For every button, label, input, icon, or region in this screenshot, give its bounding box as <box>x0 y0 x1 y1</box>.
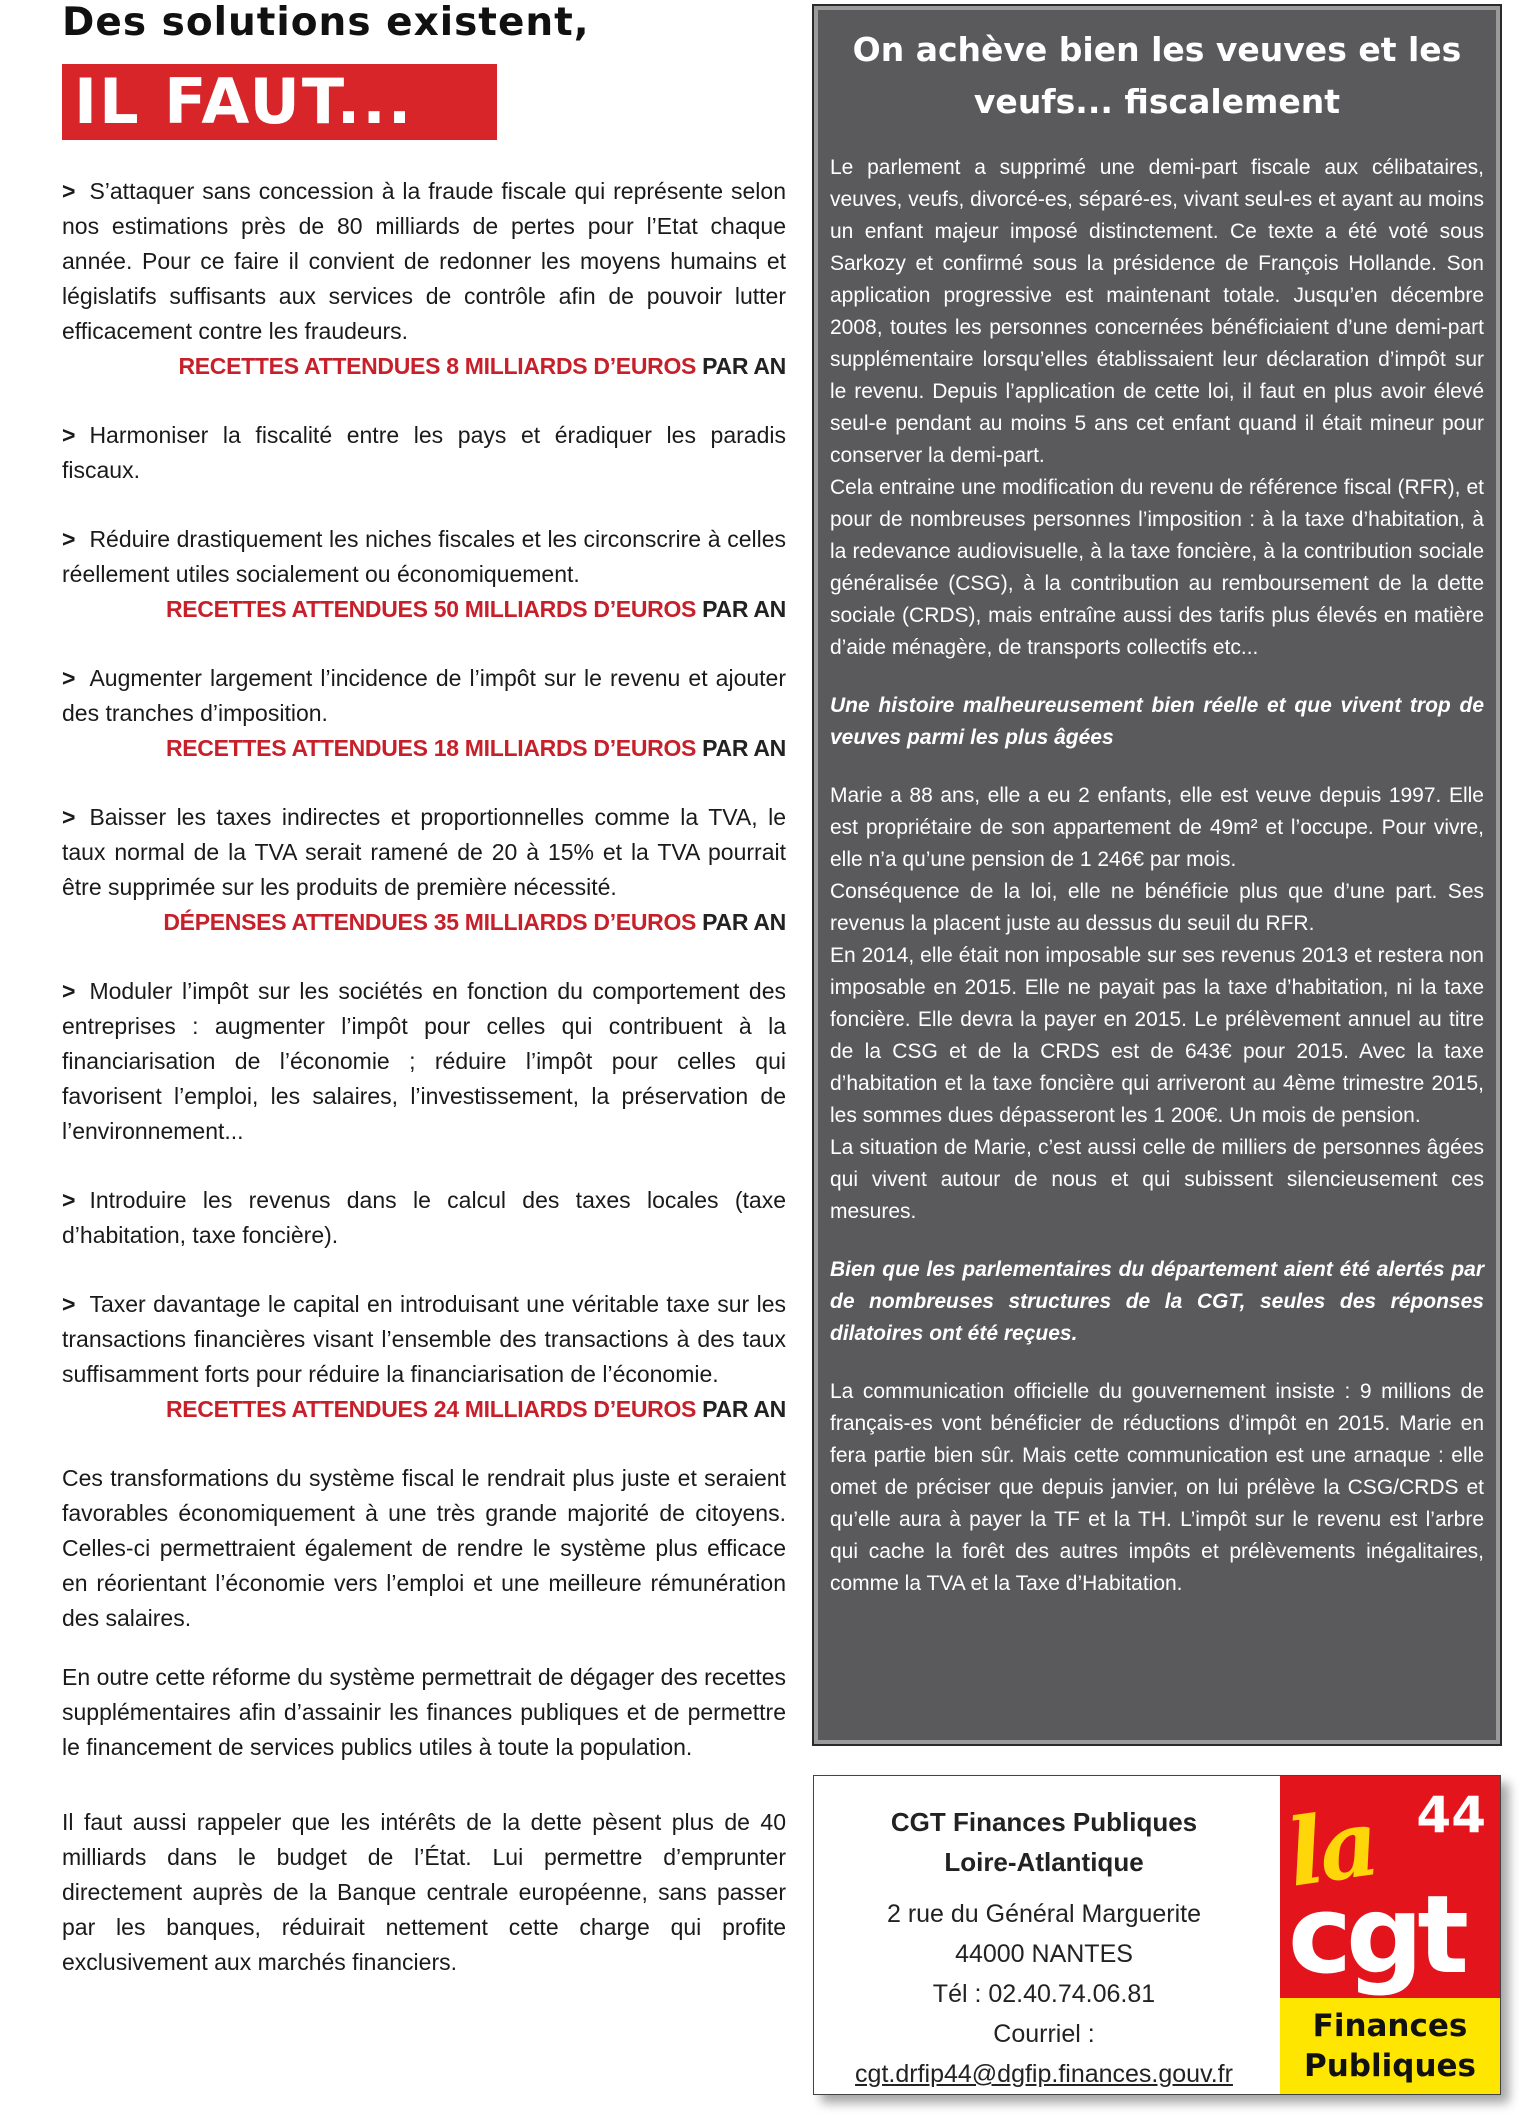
conclusion-paragraph: Ces transformations du système fiscal le rendrait plus juste et seraient favorables économiquement à une très grande majorité de citoyens. Celles-ci permettraient également de rendre le système plus efficace en réorientant l’économie vers l’emploi et une meilleure rémunération des salaires. <box>62 1465 786 1631</box>
measure-item <box>62 1287 786 1427</box>
measure-item <box>62 974 786 1149</box>
cgt-logo <box>1280 1776 1500 2094</box>
measure-item <box>62 174 786 384</box>
measure-text: S’attaquer sans concession à la fraude fiscale qui représente selon nos estimations près de 80 milliards de pertes pour l’Etat chaque année. Pour ce faire il convient de redonner les moyens humains et législatifs suffisants aux services de contrôle afin de pouvoir lutter efficacement contre les fraudeurs. <box>62 178 786 344</box>
measure-item <box>62 522 786 627</box>
banner <box>62 64 497 140</box>
measure-result: RECETTES ATTENDUES 18 MILLIARDS D’EUROS PAR AN <box>165 735 786 761</box>
measure-text: Augmenter largement l’incidence de l’impôt sur le revenu et ajouter des tranches d’imposition. <box>62 665 786 726</box>
bullet-marker: > <box>62 526 76 552</box>
contact-details <box>814 1802 1274 2094</box>
logo-line1: Finances <box>1312 2008 1468 2044</box>
section-title: Des solutions existent, <box>62 0 590 45</box>
banner-text: IL FAUT... <box>74 65 414 138</box>
logo-cgt: cgt <box>1288 1873 1463 1998</box>
bullet-marker: > <box>62 665 76 691</box>
widows-article-box <box>812 4 1502 1746</box>
article-paragraph: La communication officielle du gouvernement insiste : 9 millions de français-es vont bénéficier de réductions d’impôt en 2015. Marie en fera partie bien sûr. Mais cette communication est une arnaque : elle omet de préciser que depuis janvier, on lui prélève la CSG/CRDS et qu’elle aura à payer la TF et la TH. L’impôt sur le revenu est l’arbre qui cache la forêt des autres impôts et prélèvements inégalitaires, comme la TVA et la Taxe d’Habitation. <box>830 1380 1484 1595</box>
measure-item <box>62 661 786 766</box>
measure-text: Réduire drastiquement les niches fiscales et les circonscrire à celles réellement utiles socialement ou économiquement. <box>62 526 786 587</box>
logo-la: la <box>1280 1788 1382 1908</box>
bullet-marker: > <box>62 978 76 1004</box>
measure-result: RECETTES ATTENDUES 24 MILLIARDS D’EUROS PAR AN <box>165 1396 786 1422</box>
measure-result: RECETTES ATTENDUES 8 MILLIARDS D’EUROS PAR AN <box>178 353 786 379</box>
conclusion-paragraph: En outre cette réforme du système permettrait de dégager des recettes supplémentaires afin d’assainir les finances publiques et de permettre le financement de services publics utiles à toute la population. <box>62 1664 786 1760</box>
email-link[interactable]: cgt.drfip44@dgfip.finances.gouv.fr <box>855 2060 1233 2088</box>
email-label: Courriel : <box>993 2020 1095 2048</box>
measure-text: Harmoniser la fiscalité entre les pays et éradiquer les paradis fiscaux. <box>62 422 786 483</box>
measure-text: Moduler l’impôt sur les sociétés en fonction du comportement des entreprises : augmenter l’impôt pour celles qui contribuent à la financiarisation de l’économie ; réduire l’impôt pour celles qui favorisent l’emploi, les salaires, l’investissement, la préservation de l’environnement... <box>62 978 786 1144</box>
measures-list <box>62 174 786 2004</box>
measure-text: Introduire les revenus dans le calcul des taxes locales (taxe d’habitation, taxe foncière). <box>62 1187 786 1248</box>
logo-band <box>1280 1998 1500 2094</box>
bullet-marker: > <box>62 178 76 204</box>
article-highlight: Une histoire malheureusement bien réelle et que vivent trop de veuves parmi les plus âgées <box>830 694 1484 749</box>
measure-item <box>62 1183 786 1253</box>
bullet-marker: > <box>62 1291 76 1317</box>
article-highlight: Bien que les parlementaires du département aient été alertés par de nombreuses structures de la CGT, seules des réponses dilatoires ont été reçues. <box>830 1258 1484 1345</box>
contact-box <box>813 1775 1501 2095</box>
phone: Tél : 02.40.74.06.81 <box>932 1980 1156 2008</box>
bullet-marker: > <box>62 804 76 830</box>
article-paragraph: Conséquence de la loi, elle ne bénéficie plus que d’une part. Ses revenus la placent juste au dessus du seuil du RFR. <box>830 880 1484 935</box>
article-paragraph: En 2014, elle était non imposable sur ses revenus 2013 et restera non imposable en 2015. Elle ne payait pas la taxe d’habitation, ni la taxe foncière. Elle devra la payer en 2015. Le prélèvement annuel au titre de la CSG et de la CRDS est de 643€ pour 2015. Avec la taxe d’habitation et la taxe foncière qui arriveront au 4ème trimestre 2015, les sommes dues dépasseront les 1 200€. Un mois de pension. <box>830 944 1484 1127</box>
bullet-marker: > <box>62 422 76 448</box>
article-paragraph: Marie a 88 ans, elle a eu 2 enfants, elle est veuve depuis 1997. Elle est propriétaire de son appartement de 49m² et l’occupe. Pour vivre, elle n’a qu’une pension de 1 246€ par mois. <box>830 784 1484 871</box>
logo-line2: Publiques <box>1304 2048 1476 2084</box>
article-title: On achève bien les veuves et les veufs... fiscalement <box>852 30 1462 121</box>
measure-text: Baisser les taxes indirectes et proportionnelles comme la TVA, le taux normal de la TVA serait ramené de 20 à 15% et la TVA pourrait être supprimée sur les produits de première nécessité. <box>62 804 786 900</box>
article-paragraph: Cela entraine une modification du revenu de référence fiscal (RFR), et pour de nombreuses personnes l’imposition : à la taxe d’habitation, à la redevance audiovisuelle, à la taxe foncière, à la contribution sociale généralisée (CSG), à la contribution au remboursement de la dette sociale (CRDS), mais entraîne aussi des tarifs plus élevés en matière d’aide ménagère, de transports collectifs etc... <box>830 476 1484 659</box>
measure-result: DÉPENSES ATTENDUES 35 MILLIARDS D’EUROS PAR AN <box>163 909 786 935</box>
org-region: Loire-Atlantique <box>944 1847 1144 1877</box>
address-city: 44000 NANTES <box>955 1940 1133 1968</box>
measure-result: RECETTES ATTENDUES 50 MILLIARDS D’EUROS PAR AN <box>165 596 786 622</box>
logo-number: 44 <box>1416 1786 1486 1844</box>
bullet-marker: > <box>62 1187 76 1213</box>
org-name: CGT Finances Publiques <box>890 1807 1198 1837</box>
conclusion-paragraph: Il faut aussi rappeler que les intérêts de la dette pèsent plus de 40 milliards dans le budget de l’État. Lui permettre d’emprunter directement auprès de la Banque centrale européenne, sans passer par les banques, réduirait nettement cette charge qui profite exclusivement aux marchés financiers. <box>62 1809 786 1975</box>
article-paragraph: Le parlement a supprimé une demi-part fiscale aux célibataires, veuves, veufs, divorcé-es, séparé-es, vivant seul-es et ayant au moins un enfant majeur imposé distinctement. Ce texte a été voté sous Sarkozy et confirmé sous la présidence de François Hollande. Son application progressive est maintenant totale. Jusqu’en décembre 2008, toutes les personnes concernées bénéficiaient d’une demi-part supplémentaire lorsqu’elles établissaient leur déclaration d’impôt sur le revenu. Depuis l’application de cette loi, il faut en plus avoir élevé seul-e pendant au moins 5 ans cet enfant quand il était mineur pour conserver la demi-part. <box>830 156 1484 467</box>
measure-item <box>62 418 786 488</box>
measure-item <box>62 800 786 940</box>
address-street: 2 rue du Général Marguerite <box>886 1900 1202 1928</box>
article-paragraph: La situation de Marie, c’est aussi celle de milliers de personnes âgées qui vivent autour de nous et qui subissent silencieusement ces mesures. <box>830 1136 1484 1223</box>
measure-text: Taxer davantage le capital en introduisant une véritable taxe sur les transactions financières visant l’ensemble des transactions à des taux suffisamment forts pour réduire la financiarisation de l’économie. <box>62 1291 786 1387</box>
article-body <box>830 152 1484 1600</box>
